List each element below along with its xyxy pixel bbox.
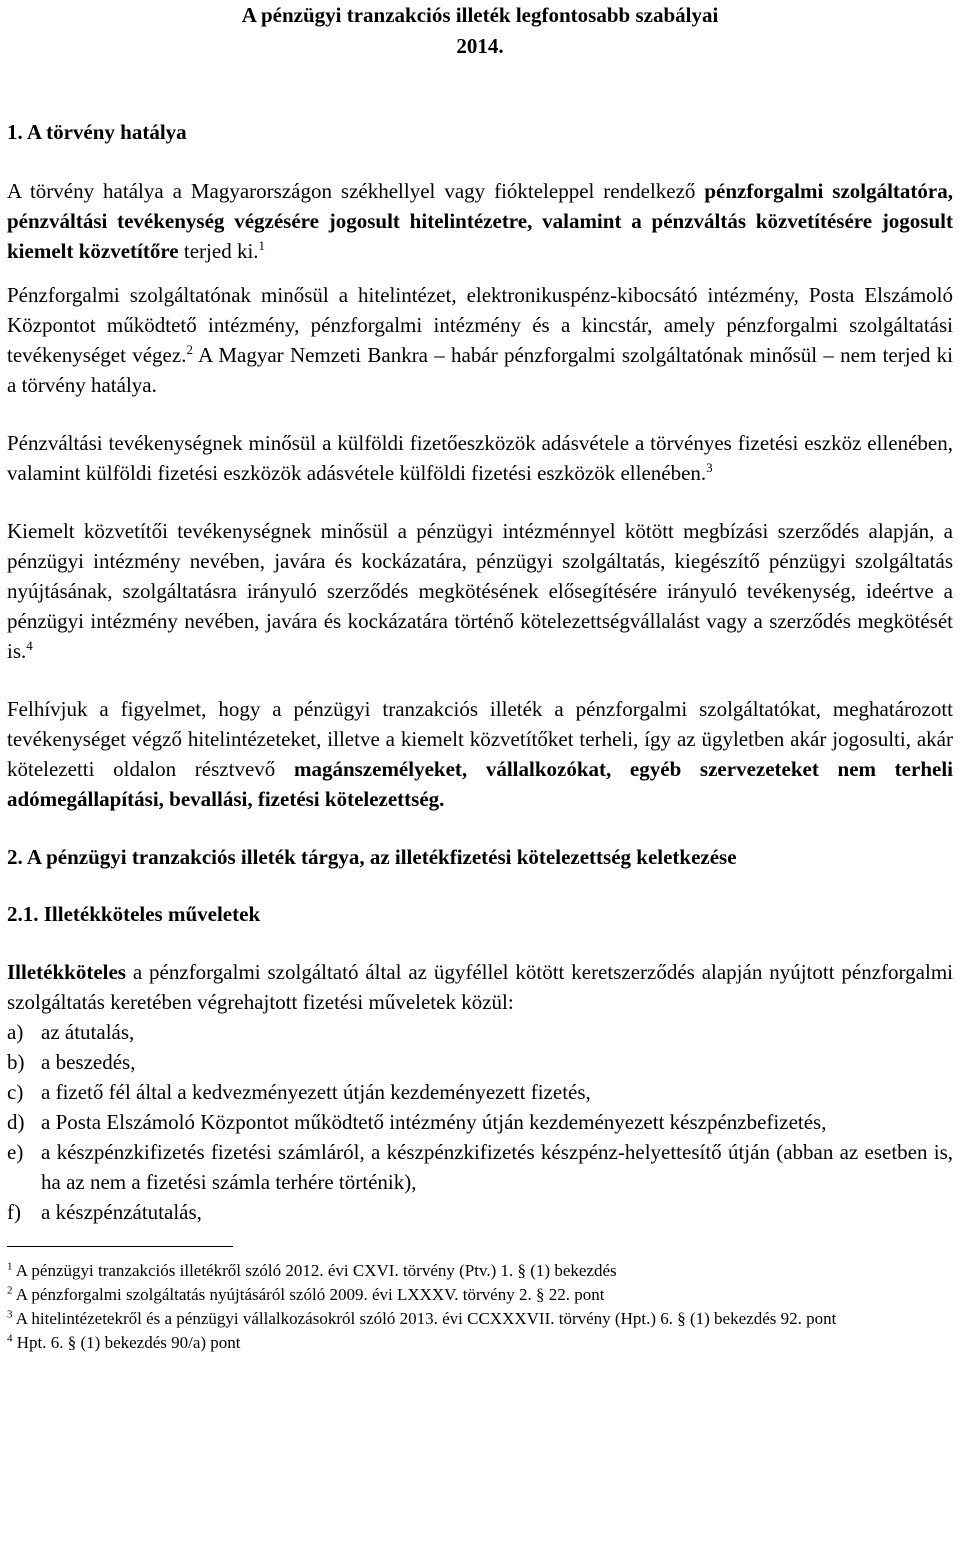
list-item-text: a készpénzátutalás, xyxy=(41,1200,202,1224)
section-1-heading: 1. A törvény hatálya xyxy=(7,120,187,144)
list-item-text: a Posta Elszámoló Központot működtető intézmény útján kezdeményezett készpénzbefizetés, xyxy=(41,1110,827,1134)
paragraph-payment-provider-text: Pénzforgalmi szolgáltatónak minősül a hitelintézet, elektronikuspénz-kibocsátó intézmény, Posta Elszámoló Központot működtető intézmény, pénzforgalmi intézmény és a kincstár, amely pénzforgalmi szolgáltatási tevékenységet végez. xyxy=(7,283,953,367)
section-2-1-heading: 2.1. Illetékköteles műveletek xyxy=(7,902,261,926)
list-item-text: a fizető fél által a kedvezményezett útján kezdeményezett fizetés, xyxy=(41,1080,591,1104)
list-item-label: f) xyxy=(7,1200,21,1224)
paragraph-notice xyxy=(7,694,953,814)
footnote-ref-2[interactable]: 2 xyxy=(186,342,193,357)
paragraph-exchange xyxy=(7,428,953,488)
footnote xyxy=(7,1259,953,1283)
paragraph-intermediary-text: Kiemelt közvetítői tevékenységnek minősül a pénzügyi intézménnyel kötött megbízási szerződés alapján, a pénzügyi intézmény nevében, javára és kockázatára, pénzügyi szolgáltatás, kiegészítő pénzügyi szolgáltatás nyújtásának, szolgáltatásra irányuló szerződés megkötésének elősegítésére irányuló tevékenység, ideértve a pénzügyi intézmény nevében, javára és kockázatára történő kötelezettségvállalást vagy a szerződés megkötését is. xyxy=(7,519,953,663)
footnote-text: A pénzforgalmi szolgáltatás nyújtásáról szóló 2009. évi LXXXV. törvény 2. § 22. pont xyxy=(12,1285,605,1304)
paragraph-taxable-bold: Illetékköteles xyxy=(7,960,126,984)
list-item-label: e) xyxy=(7,1140,24,1164)
section-2-heading: 2. A pénzügyi tranzakciós illeték tárgya, az illetékfizetési kötelezettség keletkezése xyxy=(7,845,737,869)
list-item xyxy=(7,1137,953,1197)
footnote-text: Hpt. 6. § (1) bekezdés 90/a) pont xyxy=(12,1333,241,1352)
list-item-label: c) xyxy=(7,1080,24,1104)
paragraph-mnb-text: A Magyar Nemzeti Bankra – habár pénzforgalmi szolgáltatónak minősül – nem terjed ki a törvény hatálya. xyxy=(7,343,953,397)
list-item-text: az átutalás, xyxy=(41,1020,135,1044)
title-line-2: 2014. xyxy=(456,34,504,58)
paragraph-taxable-text: a pénzforgalmi szolgáltató által az ügyféllel kötött keretszerződés alapján nyújtott pénzforgalmi szolgáltatás keretében végrehajtott fizetési műveletek közül: xyxy=(7,960,953,1014)
list-item-label: b) xyxy=(7,1050,25,1074)
list-item-text: a készpénzkifizetés fizetési számláról, a készpénzkifizetés készpénz-helyettesítő útján (abban az esetben is, ha az nem a fizetési számla terhére történik), xyxy=(41,1140,953,1194)
list-item-label: d) xyxy=(7,1110,25,1134)
paragraph-notice-text: Felhívjuk a figyelmet, hogy a pénzügyi tranzakciós illeték a pénzforgalmi szolgáltatókat, meghatározott tevékenységet végző hitelintézeteket, illetve a kiemelt közvetítőket terheli, így az ügyletben akár jogosulti, akár kötelezetti oldalon résztvevő xyxy=(7,697,953,781)
paragraph-taxable xyxy=(7,957,953,1017)
list-item xyxy=(7,1047,953,1077)
list-item xyxy=(7,1017,953,1047)
footnote-number: 3 xyxy=(7,1308,13,1321)
footnote xyxy=(7,1283,953,1307)
footnote-number: 1 xyxy=(7,1260,13,1273)
paragraph-notice-bold: magánszemélyeket, vállalkozókat, egyéb szervezeteket nem terheli adómegállapítási, bevallási, fizetési kötelezettség. xyxy=(7,757,953,811)
list-item xyxy=(7,1077,953,1107)
list-item xyxy=(7,1107,953,1137)
footnote-text: A pénzügyi tranzakciós illetékről szóló 2012. évi CXVI. törvény (Ptv.) 1. § (1) bekezdés xyxy=(12,1261,617,1280)
list-item-text: a beszedés, xyxy=(41,1050,136,1074)
paragraph-exchange-text: Pénzváltási tevékenységnek minősül a külföldi fizetőeszközök adásvétele a törvényes fizetési eszköz ellenében, valamint külföldi fizetési eszközök adásvétele külföldi fizetési eszközök ellenében. xyxy=(7,431,953,485)
paragraph-intermediary xyxy=(7,516,953,666)
list-item xyxy=(7,1197,953,1227)
taxable-operations-list xyxy=(7,1017,953,1227)
paragraph-scope xyxy=(7,176,953,266)
footnote-number: 4 xyxy=(7,1332,13,1345)
paragraph-payment-provider xyxy=(7,280,953,400)
footnote-divider xyxy=(7,1246,233,1247)
footnote-text: A hitelintézetekről és a pénzügyi vállalkozásokról szóló 2013. évi CCXXXVII. törvény (Hpt.) 6. § (1) bekezdés 92. pont xyxy=(12,1309,837,1328)
footnote xyxy=(7,1331,953,1355)
paragraph-scope-end: terjed ki. xyxy=(178,239,259,263)
paragraph-scope-text: A törvény hatálya a Magyarországon székhellyel vagy fiókteleppel rendelkező xyxy=(7,179,705,203)
footnote-ref-3[interactable]: 3 xyxy=(706,460,713,475)
footnote-ref-4[interactable]: 4 xyxy=(26,638,33,653)
footnote xyxy=(7,1307,953,1331)
list-item-label: a) xyxy=(7,1020,24,1044)
title-line-1: A pénzügyi tranzakciós illeték legfontosabb szabályai xyxy=(241,3,719,27)
document-title xyxy=(7,0,953,62)
document-page xyxy=(7,0,953,1355)
paragraph-scope-bold: pénzforgalmi szolgáltatóra, pénzváltási tevékenység végzésére jogosult hitelintézetre, valamint a pénzváltás közvetítésére jogosult kiemelt közvetítőre xyxy=(7,179,953,263)
footnote-number: 2 xyxy=(7,1284,13,1297)
footnote-ref-1[interactable]: 1 xyxy=(258,238,266,253)
